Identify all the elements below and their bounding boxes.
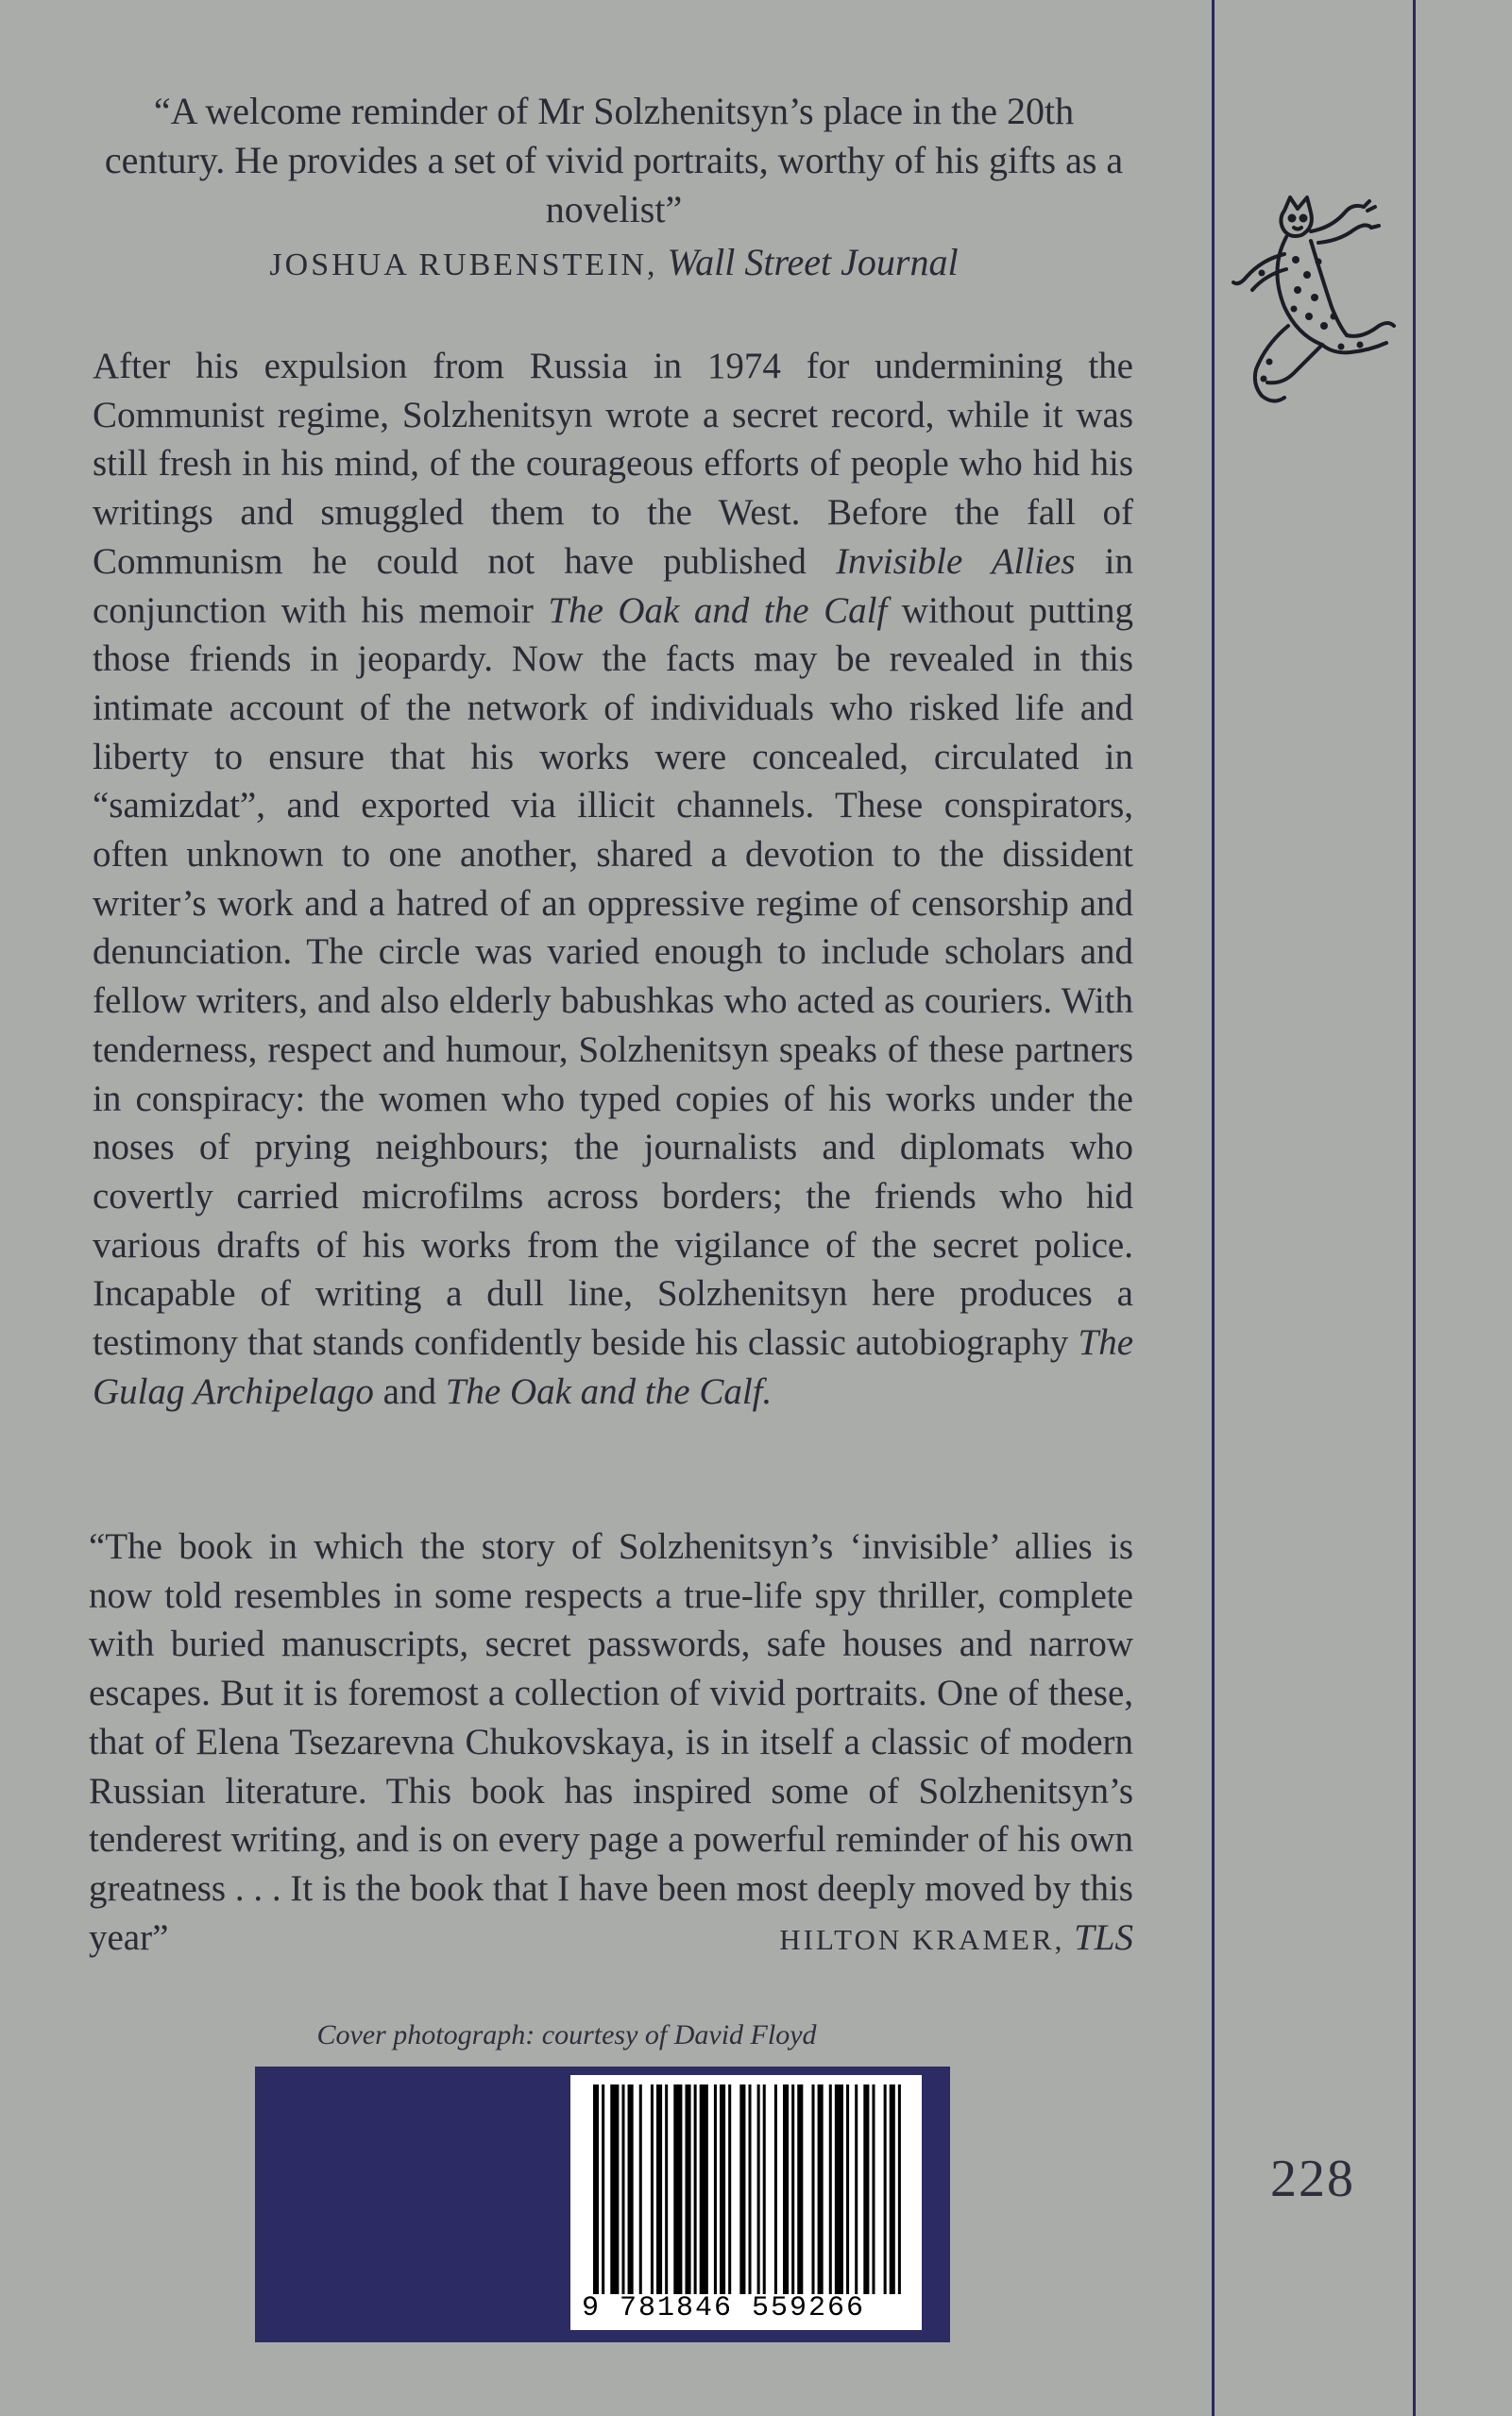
barcode-bar [811, 2084, 814, 2294]
blurb-paragraph [93, 342, 1133, 1416]
barcode-bar [593, 2084, 599, 2294]
spine-rule-left [1212, 0, 1215, 2416]
barcode-bar [728, 2084, 731, 2294]
review-source: TLS [1074, 1916, 1133, 1958]
leopard-emblem-icon [1228, 184, 1398, 411]
barcode-bar [763, 2084, 766, 2294]
barcode-bar [714, 2084, 717, 2294]
barcode-bar [783, 2084, 789, 2294]
blurb-title-oak-calf: The Oak and the Calf [548, 589, 888, 631]
bottom-review-quote [89, 1523, 1133, 1964]
barcode-bar [797, 2084, 803, 2294]
barcode-bar [621, 2084, 624, 2294]
barcode-bar [610, 2084, 619, 2294]
barcode-bar [835, 2084, 843, 2294]
barcode [570, 2075, 922, 2330]
barcode-bar [748, 2084, 751, 2294]
blurb-text-2: in conjunction with his memoir [93, 540, 1133, 631]
barcode-bar [846, 2084, 849, 2294]
quote-author: JOSHUA RUBENSTEIN, [269, 247, 658, 282]
top-review-quote [94, 87, 1133, 290]
barcode-bar [700, 2084, 708, 2294]
review-author: HILTON KRAMER, [779, 1922, 1065, 1956]
series-number: 228 [1270, 2150, 1355, 2208]
barcode-bar [863, 2084, 869, 2294]
barcode-bar [774, 2084, 777, 2294]
spine-rule-right [1413, 0, 1416, 2416]
barcode-bar [890, 2084, 895, 2294]
blurb-text-4: and [373, 1370, 446, 1412]
review-attribution [779, 1914, 1133, 1965]
barcode-panel [255, 2067, 950, 2342]
blurb-text-3: without putting those friends in jeopardy. Now the facts may be revealed in this intimate account of the network of individuals who risked life and liberty to ensure that his works were concealed, circulated in “samizdat”, and exported via illicit channels. These conspirators, often unknown to one another, shared a devotion to the dissident writer’s work and a hatred of an oppressive regime of censorship and denunciation. The circle was varied enough to include scholars and fellow writers, and also elderly babushkas who acted as couriers. With tenderness, respect and humour, Solzhenitsyn speaks of these partners in conspiracy: the women who typed copies of his works under the noses of prying neighbours; the journalists and diplomats who covertly carried microfilms across borders; the friends who hid various drafts of his works from the vigilance of the secret police. Incapable of writing a dull line, Solzhenitsyn here produces a testimony that stands confidently beside his classic autobiography [93, 589, 1134, 1364]
barcode-bar [639, 2084, 642, 2294]
barcode-bar [694, 2084, 697, 2294]
barcode-bar [884, 2084, 887, 2294]
blurb-text-1: After his expulsion from Russia in 1974 for undermining the Communist regime, Solzhenitsyn wrote a secret record, while it was still fresh in his mind, of the courageous efforts of people who hid his writings and smuggled them to the West. Before the fall of Communism he could not have published [93, 346, 1133, 582]
barcode-bar [818, 2084, 824, 2294]
isbn-digits: 9 781846 559266 [582, 2292, 866, 2324]
quote-text: “A welcome reminder of Mr Solzhenitsyn’s place in the 20th century. He provides a set of vivid portraits, worthy of his gifts as a novelist” [104, 90, 1124, 230]
barcode-bar [602, 2084, 604, 2294]
barcode-bar [739, 2084, 745, 2294]
blurb-title-gulag: The Gulag Archipelago [93, 1322, 1133, 1412]
cover-photo-credit: Cover photograph: courtesy of David Floyd [316, 2019, 817, 2050]
barcode-bar [855, 2084, 858, 2294]
quote-source: Wall Street Journal [667, 241, 959, 283]
barcode-bar [665, 2084, 668, 2294]
review-text: “The book in which the story of Solzhenitsyn’s ‘invisible’ allies is now told resembles in some respects a true-life spy thriller, complete with buried manuscripts, secret passwords, safe houses and narrow escapes. But it is foremost a collection of vivid portraits. One of these, that of Elena Tsezarevna Chukovskaya, is in itself a classic of modern Russian literature. This book has inspired some of Solzhenitsyn’s tenderest writing, and is on every page a powerful reminder of his own greatness . . . It is the book that I have been most deeply moved by this year” [89, 1526, 1133, 1958]
quote-attribution [94, 238, 1133, 290]
barcode-bar [656, 2084, 662, 2294]
barcode-bar [791, 2084, 794, 2294]
blurb-title-oak-calf-2: The Oak and the Calf. [445, 1370, 773, 1412]
barcode-bar [685, 2084, 690, 2294]
barcode-bar [628, 2084, 634, 2294]
barcode-bar [651, 2084, 654, 2294]
barcode-bars [593, 2084, 907, 2294]
barcode-bar [829, 2084, 832, 2294]
barcode-bar [673, 2084, 682, 2294]
blurb-title-invisible-allies: Invisible Allies [835, 540, 1076, 582]
barcode-bar [720, 2084, 725, 2294]
barcode-bar [898, 2084, 901, 2294]
barcode-bar [757, 2084, 760, 2294]
barcode-bar [872, 2084, 875, 2294]
